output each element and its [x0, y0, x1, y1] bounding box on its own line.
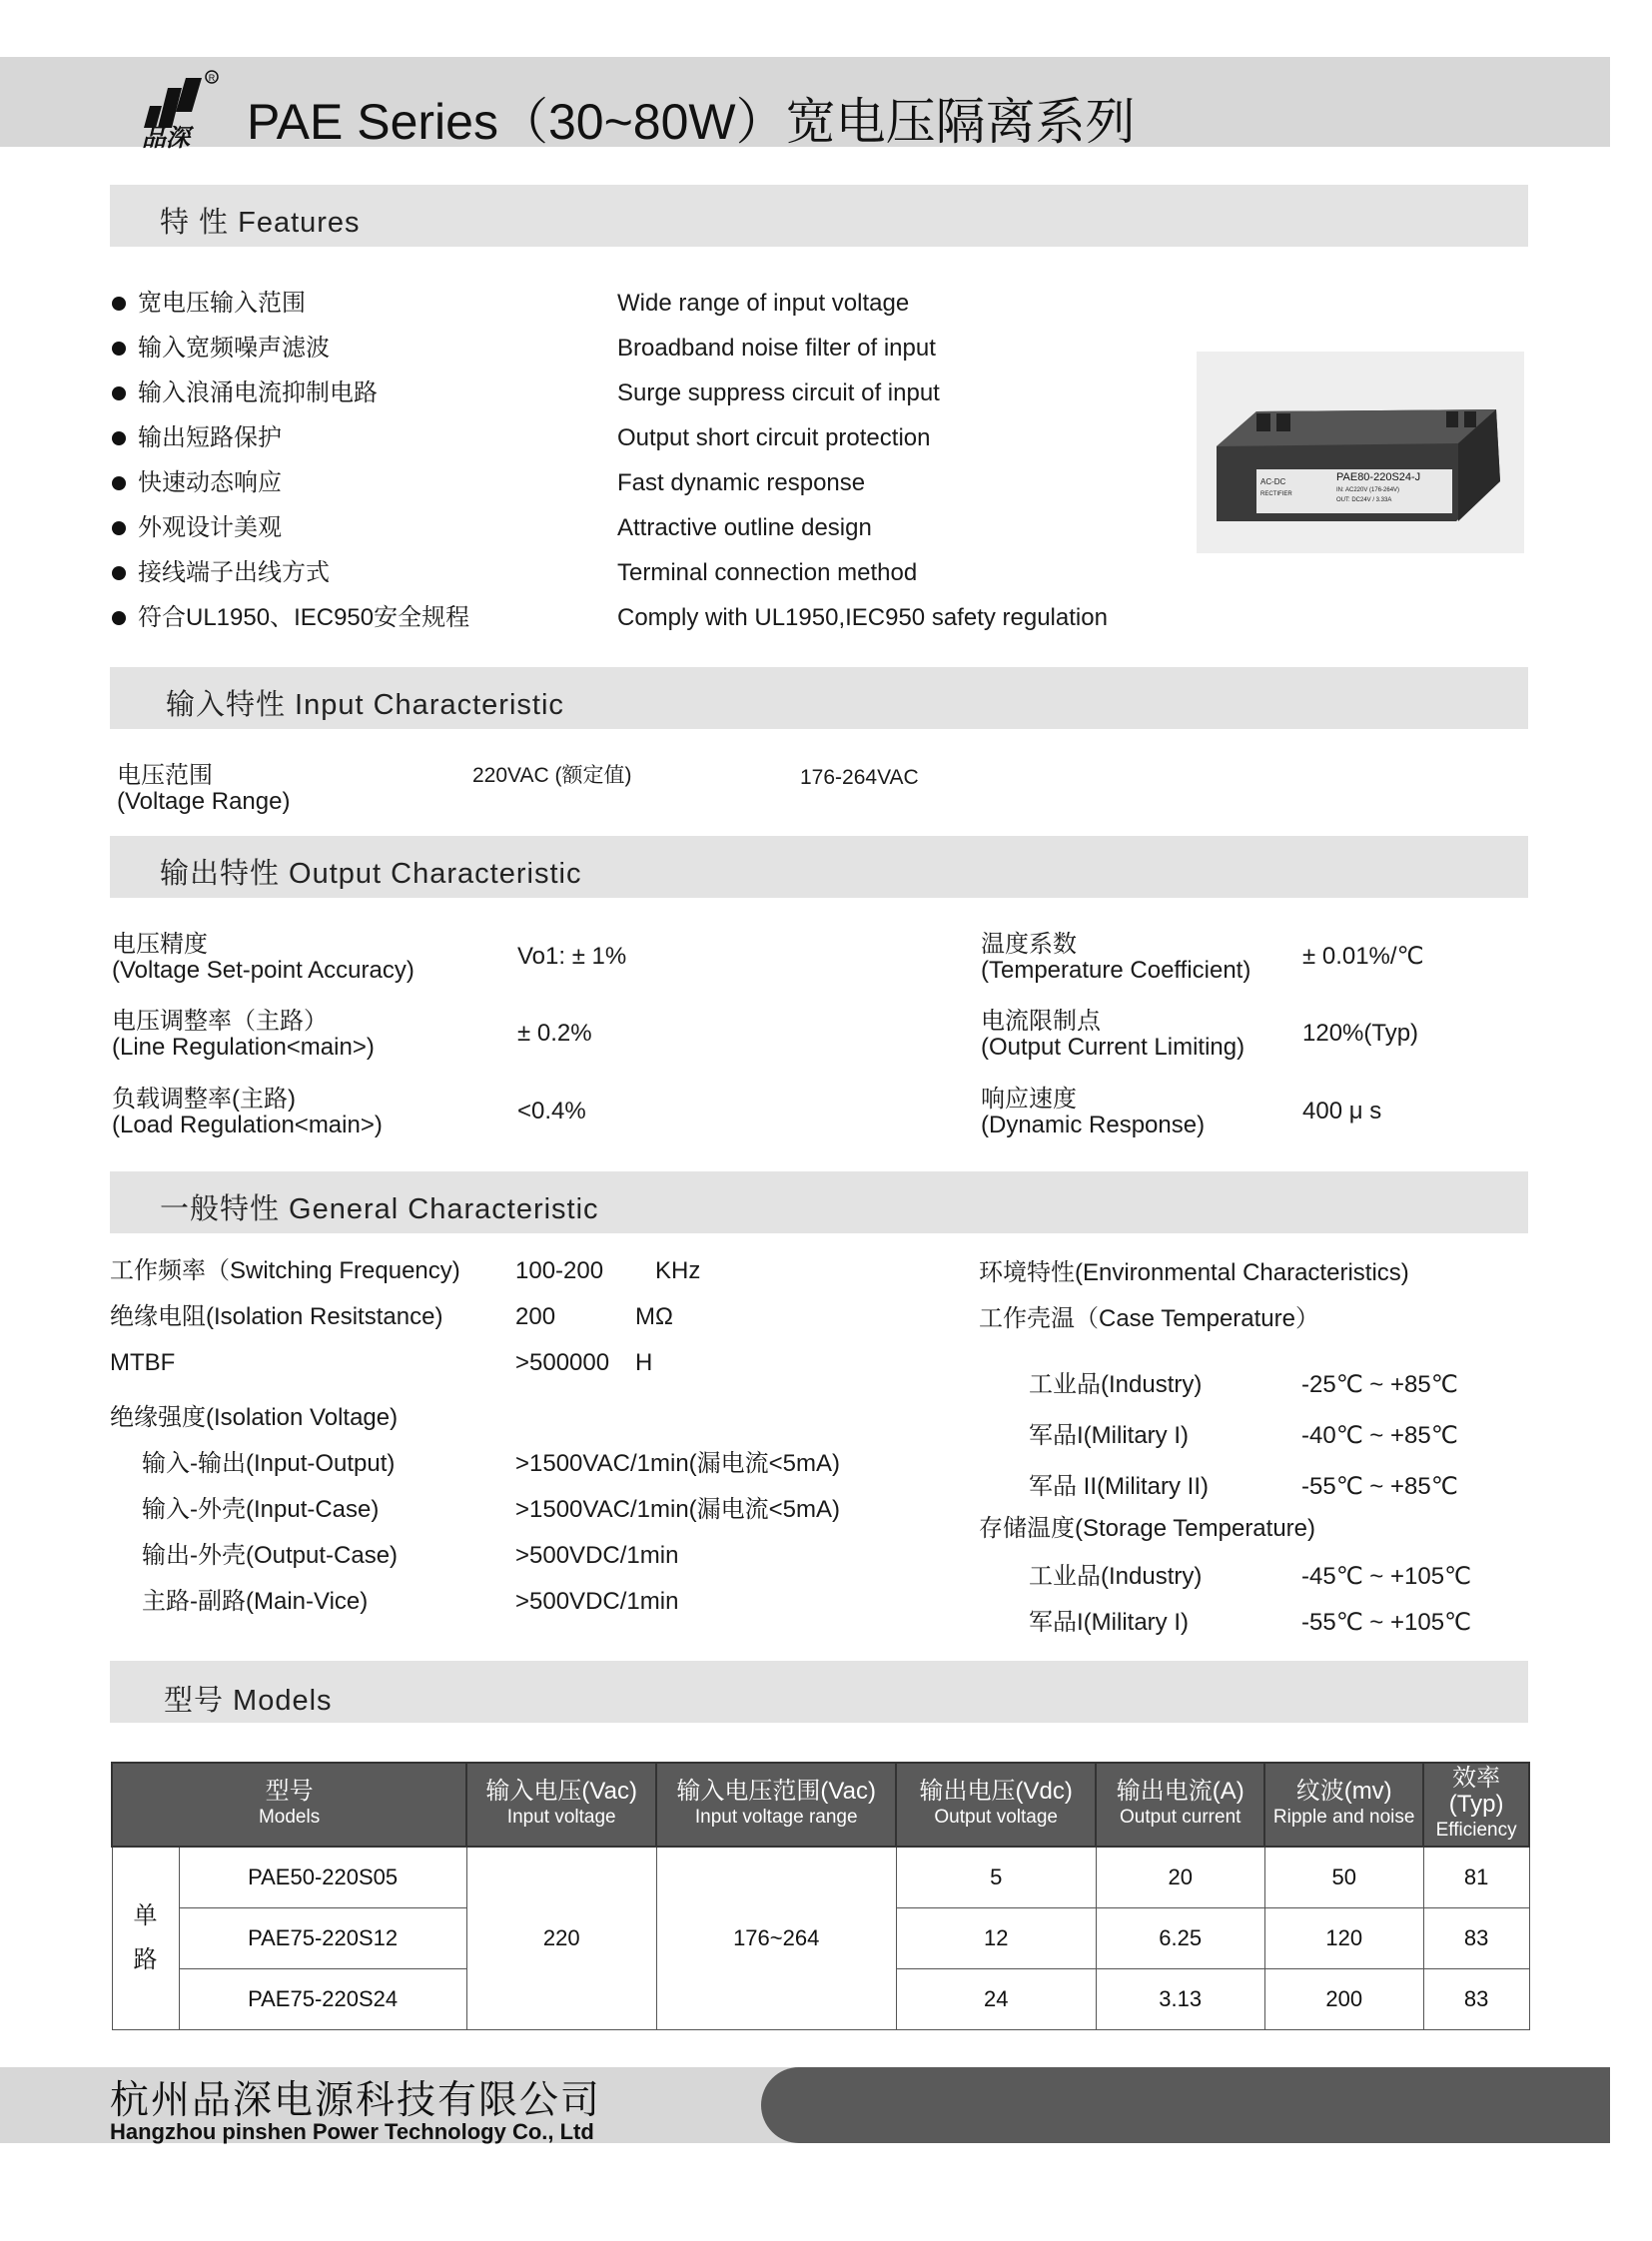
storage-temp-value: -45℃ ~ +105℃ [1301, 1563, 1472, 1590]
feature-label-en: Attractive outline design [617, 514, 872, 541]
output-param-value: <0.4% [517, 1098, 586, 1124]
feature-label-en: Fast dynamic response [617, 469, 866, 496]
header-input-range: 输入电压范围(Vac) Input voltage range [656, 1763, 896, 1847]
feature-label-en: Output short circuit protection [617, 424, 931, 451]
page-title: PAE Series（30~80W）宽电压隔离系列 [247, 94, 1136, 150]
output-param-value: ± 0.2% [517, 1020, 592, 1047]
feature-bullet [112, 476, 126, 490]
storage-temp-label: 军品I(Military I) [1029, 1609, 1189, 1636]
product-label-out: OUT: DC24V / 3.33A [1336, 497, 1392, 503]
brand-logo [140, 68, 220, 152]
case-temp-label: 军品 II(Military II) [1029, 1473, 1209, 1500]
case-temp-value: -25℃ ~ +85℃ [1301, 1371, 1458, 1398]
output-param-value: Vo1: ± 1% [517, 943, 627, 970]
output-param-value: 400 μ s [1302, 1098, 1382, 1124]
general-param-unit: MΩ [635, 1303, 673, 1330]
general-param-label: 绝缘电阻(Isolation Resitstance) [110, 1303, 443, 1330]
table-row [112, 1847, 1529, 1908]
model-cell: PAE75-220S24 [179, 1969, 466, 2030]
general-param-value: 200 [515, 1303, 556, 1330]
models-title: 型号 Models [164, 1685, 333, 1717]
case-temp-title: 工作壳温（Case Temperature） [979, 1305, 1319, 1332]
input-title: 输入特性 Input Characteristic [166, 689, 564, 721]
feature-bullet [112, 431, 126, 445]
eff-cell: 83 [1423, 1969, 1529, 2030]
isolation-label: 主路-副路(Main-Vice) [142, 1588, 369, 1615]
feature-label-en: Wide range of input voltage [617, 290, 910, 317]
output-param-en: (Output Current Limiting) [981, 1034, 1245, 1061]
output-param-en: (Voltage Set-point Accuracy) [112, 957, 414, 984]
general-param-value: >500000 [515, 1349, 610, 1376]
vout-cell: 24 [896, 1969, 1096, 2030]
eff-cell: 81 [1423, 1847, 1529, 1908]
model-cell: PAE75-220S12 [179, 1908, 466, 1969]
env-title: 环境特性(Environmental Characteristics) [979, 1259, 1409, 1286]
output-param-cn: 温度系数 [981, 931, 1077, 958]
iout-cell: 6.25 [1096, 1908, 1264, 1969]
ripple-cell: 50 [1264, 1847, 1423, 1908]
header-models: 型号 Models [112, 1763, 466, 1847]
iout-cell: 20 [1096, 1847, 1264, 1908]
output-title: 输出特性 Output Characteristic [160, 858, 582, 890]
feature-bullet [112, 297, 126, 311]
output-param-cn: 响应速度 [981, 1086, 1077, 1113]
isolation-label: 输入-输出(Input-Output) [142, 1450, 396, 1477]
header-ripple: 纹波(mv) Ripple and noise [1264, 1763, 1423, 1847]
features-title: 特 性 Features [160, 207, 361, 239]
general-param-label: 工作频率（Switching Frequency) [110, 1257, 460, 1284]
feature-bullet [112, 521, 126, 535]
feature-label-cn: 接线端子出线方式 [138, 559, 330, 586]
feature-label-en: Comply with UL1950,IEC950 safety regulation [617, 604, 1108, 631]
feature-bullet [112, 386, 126, 400]
header-efficiency: 效率(Typ) Efficiency [1423, 1763, 1529, 1847]
storage-temp-title: 存储温度(Storage Temperature) [979, 1515, 1316, 1542]
feature-label-cn: 宽电压输入范围 [138, 290, 306, 317]
feature-label-cn: 输入宽频噪声滤波 [138, 335, 330, 362]
output-param-cn: 电压精度 [112, 931, 208, 958]
isolation-value: >1500VAC/1min(漏电流<5mA) [515, 1496, 841, 1523]
company-name-en: Hangzhou pinshen Power Technology Co., Ltd [110, 2119, 594, 2144]
input-voltage-range-label-en: (Voltage Range) [117, 788, 291, 815]
output-param-cn: 电流限制点 [981, 1008, 1101, 1035]
storage-temp-value: -55℃ ~ +105℃ [1301, 1609, 1472, 1636]
product-label-type: AC-DC [1260, 477, 1286, 486]
isolation-title: 绝缘强度(Isolation Voltage) [110, 1404, 399, 1431]
output-param-value: ± 0.01%/℃ [1302, 943, 1424, 970]
group-label: 单 路 [112, 1847, 179, 2030]
general-param-value: 100-200 [515, 1257, 604, 1284]
product-label-in: IN: AC220V (176-264V) [1336, 487, 1400, 493]
vout-cell: 5 [896, 1847, 1096, 1908]
output-param-en: (Line Regulation<main>) [112, 1034, 375, 1061]
input-nominal-value: 220VAC (额定值) [472, 764, 632, 787]
iout-cell: 3.13 [1096, 1969, 1264, 2030]
feature-label-cn: 输入浪涌电流抑制电路 [138, 379, 378, 406]
product-photo [1197, 352, 1524, 553]
output-param-en: (Dynamic Response) [981, 1112, 1206, 1138]
feature-label-cn: 快速动态响应 [138, 469, 282, 496]
feature-label-en: Surge suppress circuit of input [617, 379, 940, 406]
footer-dark-accent [761, 2067, 1610, 2143]
storage-temp-label: 工业品(Industry) [1029, 1563, 1203, 1590]
case-temp-value: -55℃ ~ +85℃ [1301, 1473, 1458, 1500]
feature-label-cn: 输出短路保护 [138, 424, 282, 451]
feature-label-en: Terminal connection method [617, 559, 918, 586]
brand-mark-text: 品深 [142, 125, 190, 152]
input-range-cell: 176~264 [656, 1847, 896, 2030]
isolation-value: >500VDC/1min [515, 1542, 679, 1569]
ripple-cell: 120 [1264, 1908, 1423, 1969]
header-output-voltage: 输出电压(Vdc) Output voltage [896, 1763, 1096, 1847]
isolation-label: 输入-外壳(Input-Case) [142, 1496, 380, 1523]
vout-cell: 12 [896, 1908, 1096, 1969]
svg-text:R: R [208, 73, 216, 83]
output-param-cn: 负载调整率(主路) [112, 1086, 296, 1113]
case-temp-label: 工业品(Industry) [1029, 1371, 1203, 1398]
feature-label-en: Broadband noise filter of input [617, 335, 936, 362]
general-title: 一般特性 General Characteristic [160, 1193, 599, 1225]
case-temp-value: -40℃ ~ +85℃ [1301, 1422, 1458, 1449]
output-param-en: (Load Regulation<main>) [112, 1112, 383, 1138]
product-label-model: PAE80-220S24-J [1336, 471, 1421, 483]
feature-bullet [112, 566, 126, 580]
isolation-value: >500VDC/1min [515, 1588, 679, 1615]
input-voltage-range-label-cn: 电压范围 [117, 762, 213, 789]
models-table-header-row [112, 1763, 1529, 1847]
feature-label-cn: 外观设计美观 [138, 514, 282, 541]
case-temp-label: 军品I(Military I) [1029, 1422, 1189, 1449]
company-name-cn: 杭州品深电源科技有限公司 [110, 2079, 602, 2122]
output-param-cn: 电压调整率（主路） [112, 1008, 328, 1035]
product-label-sub: RECTIFIER [1260, 491, 1292, 497]
feature-label-cn: 符合UL1950、IEC950安全规程 [138, 604, 470, 631]
general-param-label: MTBF [110, 1349, 176, 1376]
model-cell: PAE50-220S05 [179, 1847, 466, 1908]
ripple-cell: 200 [1264, 1969, 1423, 2030]
general-param-unit: H [635, 1349, 653, 1376]
output-param-en: (Temperature Coefficient) [981, 957, 1251, 984]
input-voltage-cell: 220 [466, 1847, 656, 2030]
eff-cell: 83 [1423, 1908, 1529, 1969]
general-param-unit: KHz [655, 1257, 701, 1284]
header-output-current: 输出电流(A) Output current [1096, 1763, 1264, 1847]
input-range-value: 176-264VAC [800, 766, 919, 789]
isolation-value: >1500VAC/1min(漏电流<5mA) [515, 1450, 841, 1477]
feature-bullet [112, 342, 126, 356]
output-param-value: 120%(Typ) [1302, 1020, 1419, 1047]
isolation-label: 输出-外壳(Output-Case) [142, 1542, 399, 1569]
models-table [111, 1762, 1530, 2030]
header-input-voltage: 输入电压(Vac) Input voltage [466, 1763, 656, 1847]
feature-bullet [112, 611, 126, 625]
